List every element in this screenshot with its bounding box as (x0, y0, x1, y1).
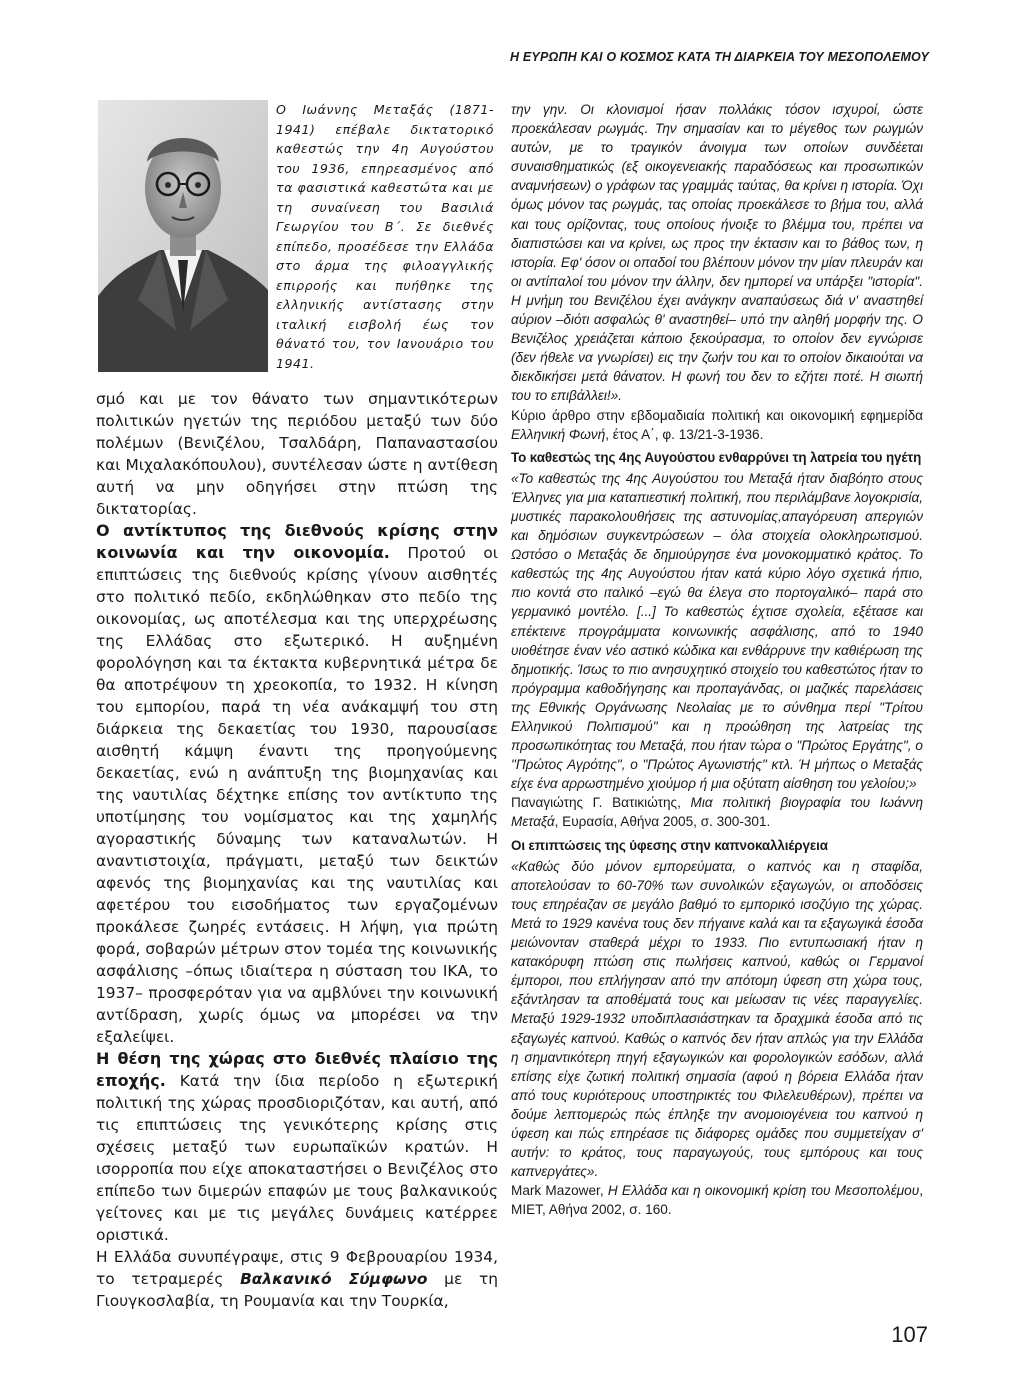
running-header: Η ΕΥΡΩΠΗ ΚΑΙ Ο ΚΟΣΜΟΣ ΚΑΤΑ ΤΗ ΔΙΑΡΚΕΙΑ ΤΟΥ ΜΕΣΟΠΟΛΕΜΟΥ (510, 50, 930, 64)
paragraph-intro: σμό και με τον θάνατο των σημαντικότερων πολιτικών ηγετών της περιόδου μεταξύ των δύο πολέμων (Βενιζέλου, Τσαλδάρη, Παπαναστασίου και Μιχαλακόπουλου), συντέλεσαν ώστε η αντίθεση αυτή να μην οδηγήσει στην πτώση της δικτατορίας. (96, 390, 498, 518)
paragraph-international (96, 1048, 498, 1246)
portrait-photo (98, 100, 268, 372)
section-heading-crisis: Ο αντίκτυπος της διεθνούς κρίσης στην κοινωνία και την οικονομία. (96, 521, 498, 562)
source-heading-metaxas: Το καθεστώς της 4ης Αυγούστου ενθαρρύνει τη λατρεία του ηγέτη (511, 449, 922, 465)
source-venizelos-c: , έτος Α΄, φ. 13/21-3-1936. (605, 426, 764, 442)
source-heading-tobacco: Οι επιπτώσεις της ύφεσης στην καπνοκαλλιέργεια (511, 837, 828, 853)
section-heading-international: Η θέση της χώρας στο διεθνές πλαίσιο της εποχής. (96, 1049, 498, 1090)
sidebar-sources-column (511, 100, 923, 1219)
paragraph-crisis (96, 520, 498, 1048)
portrait-illustration (98, 100, 268, 372)
paragraph-balkan-pact (96, 1246, 498, 1312)
quote-venizelos: την γην. Οι κλονισμοί ήσαν πολλάκις τόσον ισχυροί, ώστε προεκάλεσαν ρωγμάς. Την σημασίαν και το μέγεθος των ρωγμών αυτών, με το τραγικόν άνοιγμα των οποίων συνδέεται συναισθηματικώς (εξ οικογενειακής παραδόσεως και προσωπικών αναμνήσεων) ο γράφων τας γραμμάς ταύτας, θα κρίνει η ιστορία. Όχι όμως μόνον τας ρωγμάς, τας οποίας προεκάλεσε το βήμα του, αλλά και τους ορίζοντας, τους οποίους ήνοιξε το βλέμμα του, πρέπει να διαπιστώσει και να κρίνει, ως προς την έκτασιν και το βάθος των, η ιστορία. Εφ' όσον οι οπαδοί του βλέπουν μόνον την μίαν πλευράν και οι αντίπαλοί του μόνον την άλλην, δεν ημπορεί να υπάρξει "ιστορία". Η μνήμη του Βενιζέλου έχει ανάγκην αναπαύσεως διά ν' αναστηθεί αύριον –διότι ασφαλώς θ' αναστηθεί– υπό την αληθή μορφήν της. Ο Βενιζέλος χρειάζεται κάποιο ξεκούρασμα, το οποίον δεν εγνώρισε (δεν ήθελε να γνωρίσει) εις την ζωήν του και το οποίον δικαιούται να διεκδικήσει μετά θάνατον. Η φωνή του δεν το εζήτει ποτέ. Η σιωπή του το επιβάλλει!». (511, 102, 923, 404)
page-number: 107 (891, 1322, 928, 1347)
source-tobacco-a: Mark Mazower, (511, 1183, 608, 1199)
source-tobacco (511, 1181, 923, 1219)
source-tobacco-title: Η Ελλάδα και η οικονομική κρίση του Μεσοπολέμου (607, 1183, 920, 1199)
quote-tobacco: «Καθώς δύο μόνον εμπορεύματα, ο καπνός και η σταφίδα, αποτελούσαν το 60-70% των συνολικών εξαγωγών, οι αποδόσεις τους επηρέαζαν σε μεγάλο βαθμό το εμπορικό ισοζύγιο της χώρας. Μετά το 1929 κανένα τους δεν πήγαινε καλά και τα εξαγωγικά έσοδα μειώνονταν σταθερά μέχρι το 1933. Πιο εντυπωσιακή ήταν η κατακόρυφη πτώση στις πωλήσεις καπνού, καθώς οι Γερμανοί έμποροι, που επλήγησαν από την απότομη ύφεση στη χώρα τους, εξάντλησαν τα αποθέματά τους και μείωσαν τις νέες παραγγελίες. Μεταξύ 1929-1932 υποδιπλασιάστηκαν τα δραχμικά έσοδα από τις εξαγωγές καπνού. Καθώς ο καπνός δεν ήταν απλώς για την Ελλάδα η σημαντικότερη πηγή εξαγωγικών και φορολογικών εσόδων, αλλά επίσης είχε ζωτική πολιτική σημασία (αφού η βόρεια Ελλάδα ήταν από τους κυριότερους υποστηρικτές του Φιλελευθέρων), πρέπει να δούμε λεπτομερώς πώς έπληξε την ανομοιογένεια του καπνού η ύφεση και πώς επηρέασε τις διάφορες ομάδες που συμμετείχαν σ' αυτήν: το κράτος, τους παραγωγούς, τους εμπόρους και τους καπνεργάτες». (511, 858, 923, 1180)
source-tobacco-c: , ΜΙΕΤ, Αθήνα 2002, σ. 160. (511, 1183, 923, 1218)
source-metaxas-c: , Ευρασία, Αθήνα 2005, σ. 300-301. (554, 814, 771, 830)
quote-metaxas: «Το καθεστώς της 4ης Αυγούστου του Μεταξά ήταν διαβόητο στους Έλληνες για μια καταπιεστική πολιτική, που περιλάμβανε λογοκρισία, μυστικές παρακολουθήσεις της αστυνομίας,απαγόρευση απεργιών και δημόσιων συγκεντρώσεων – όλα στοιχεία ολοκληρωτισμού. Ωστόσο ο Μεταξάς δε δημιούργησε ένα μονοκομματικό κράτος. Το καθεστώς της 4ης Αυγούστου ήταν κατά κύριο λόγο σχετικά ήπιο, πιο κοντά στο ιταλικό –εγώ θα έλεγα στο πορτογαλικό– παρά στο γερμανικό μοντέλο. [...] Το καθεστώς έχτισε σχολεία, εξέτασε και επέκτεινε προγράμματα κοινωνικής ασφάλισης, από το 1940 υιοθέτησε έναν νέο αστικό κώδικα και ενθάρρυνε την καθιέρωση της δημοτικής. Ίσως το πιο ανησυχητικό στοιχείο του καθεστώτος ήταν το πρόγραμμα καθοδήγησης και προπαγάνδας, οι μαζικές παρελάσεις της Εθνικής Οργάνωσης Νεολαίας με το σύνθημα περί "Τρίτου Ελληνικού Πολιτισμού" και η προώθηση της λατρείας της προσωπικότητας του Μεταξά, που ήταν τώρα ο "Πρώτος Εργάτης", ο "Πρώτος Αγρότης", ο "Πρώτος Αγωνιστής" κτλ. Ή μήπως ο Μεταξάς είχε ένα αρρωστημένο χιούμορ ή μια οξύτατη αίσθηση του γελοίου;» (511, 470, 923, 792)
paragraph-crisis-text: Προτού οι επιπτώσεις της διεθνούς κρίσης γίνουν αισθητές στο πολιτικό πεδίο, εκδηλώθηκαν στο πεδίο της οικονομίας, ως αποτέλεσμα και της υπερχρέωσης της Ελλάδας στο εξωτερικό. Η αυξημένη φορολόγηση και τα έκτακτα κυβερνητικά μέτρα δε θα αποτρέψουν τη χρεοκοπία, το 1932. Η κίνηση του εμπορίου, παρά τη νέα ανάκαμψή του στη διάρκεια της δεκαετίας του 1930, παρουσίασε αισθητή κάμψη έναντι της προηγούμενης δεκαετίας, ενώ η ανάπτυξη της βιομηχανίας και της ναυτιλίας δέχτηκε επίσης τον αντίκτυπο της υποτίμησης του νομίσματος και της χαμηλής αγοραστικής δύναμης των καταναλωτών. Η αναντιστοιχία, πράγματι, μεταξύ των δεικτών αφενός της βιομηχανίας και της ναυτιλίας και αφετέρου του εισοδήματος των εργαζομένων προκάλεσε ζωηρές εντάσεις. Η λήψη, για πρώτη φορά, σοβαρών μέτρων στον τομέα της κοινωνικής ασφάλισης –όπως ιδιαίτερα η σύσταση του ΙΚΑ, το 1937– προσφερόταν για να αμβλύνει την κοινωνική αντίδραση, χωρίς όμως να μπορέσει να την εξαλείψει. (96, 544, 498, 1046)
balkan-pact-term: Βαλκανικό Σύμφωνο (240, 1270, 428, 1288)
main-text-column (96, 388, 498, 1312)
source-metaxas-a: Παναγιώτης Γ. Βατικιώτης, (511, 795, 691, 811)
balkan-pact-text-start: Η Ελλάδα συνυπέγραψε, στις 9 Φεβρουαρίου 1934, το τετραμερές (96, 1248, 498, 1288)
source-venizelos (511, 406, 923, 444)
balkan-pact-text-end: με τη Γιουγκοσλαβία, τη Ρουμανία και την Τουρκία, (96, 1270, 499, 1310)
source-metaxas-title: Μια πολιτική βιογραφία του Ιωάννη Μεταξά (511, 795, 923, 830)
source-metaxas (511, 793, 923, 831)
source-venizelos-a: Κύριο άρθρο στην εβδομαδιαία πολιτική και οικονομική εφημερίδα (511, 407, 923, 423)
photo-caption: Ο Ιωάννης Μεταξάς (1871-1941) επέβαλε δικτατορικό καθεστώς την 4η Αυγούστου του 1936, επηρεασμένος από τα φασιστικά καθεστώτα και με τη συναίνεση του Βασιλιά Γεωργίου του Β΄. Σε διεθνές επίπεδο, προσέδεσε την Ελλάδα στο άρμα της φιλοαγγλικής επιρροής και πυήθηκε της ελληνικής αντίστασης στην ιταλική εισβολή έως τον θάνατό του, τον Ιανουάριο του 1941. (276, 102, 494, 371)
source-venizelos-title: Ελληνική Φωνή (511, 426, 606, 442)
paragraph-international-text: Κατά την ίδια περίοδο η εξωτερική πολιτική της χώρας προσδιοριζόταν, και αυτή, από τις επιπτώσεις της γενικότερης κρίσης στις σχέσεις μεταξύ των ευρωπαϊκών κρατών. Η ισορροπία που είχε αποκαταστήσει ο Βενιζέλος στο επίπεδο των διμερών επαφών με τους βαλκανικούς γείτονες και με τις μεγάλες δυνάμεις κατέρρεε οριστικά. (96, 1072, 498, 1244)
